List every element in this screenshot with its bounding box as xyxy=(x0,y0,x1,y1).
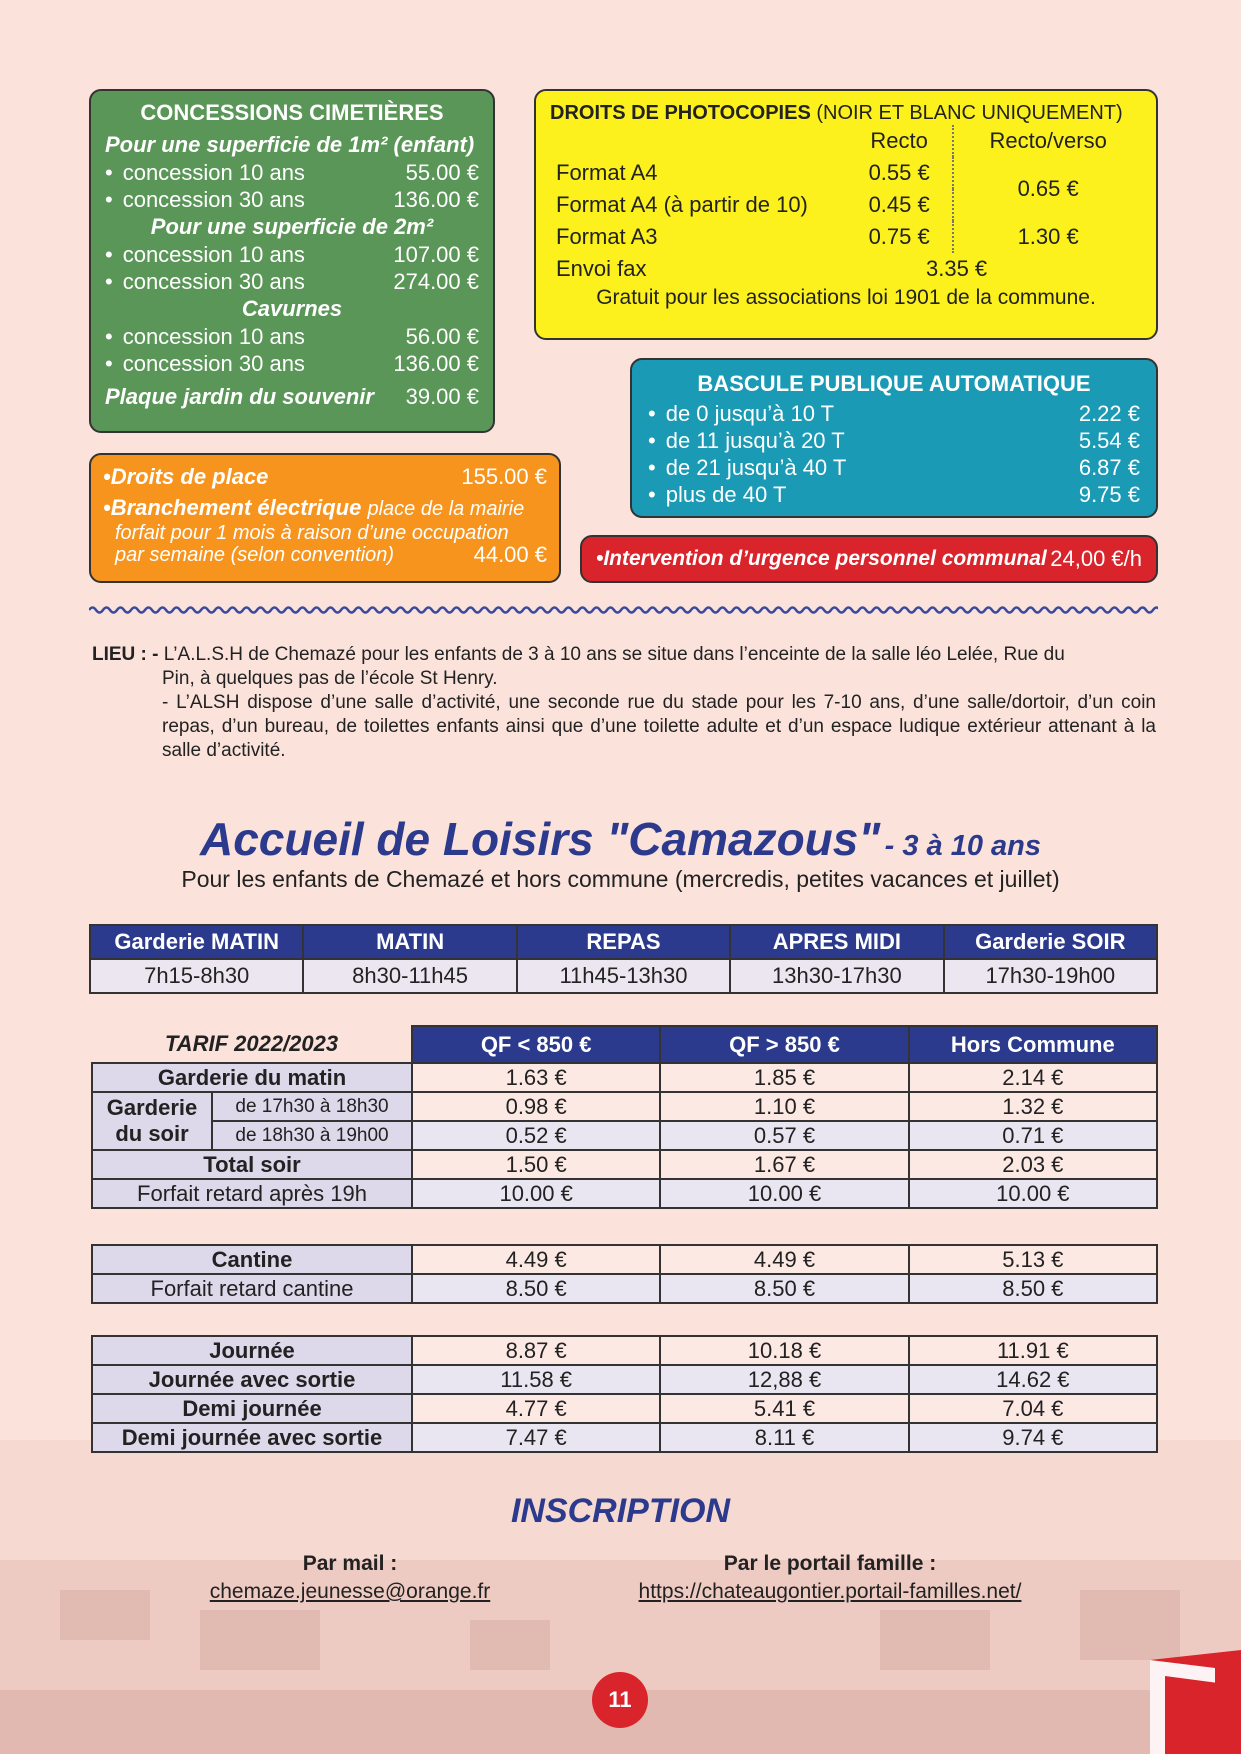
table-row: Garderie du matin 1.63 € 1.85 € 2.14 € xyxy=(92,1063,1157,1092)
emergency-box xyxy=(580,535,1158,583)
table-row: Forfait retard cantine 8.50 € 8.50 € 8.50 € xyxy=(92,1274,1157,1303)
table-row: Journée 8.87 € 10.18 € 11.91 € xyxy=(92,1336,1157,1365)
photocopy-box xyxy=(534,89,1158,340)
scale-item: • de 11 jusqu’à 20 T 5.54 € xyxy=(648,427,1140,454)
wave-divider xyxy=(89,603,1158,617)
col-recto: Recto xyxy=(870,128,928,153)
page-number: 11 xyxy=(592,1672,648,1728)
table-row: Demi journée 4.77 € 5.41 € 7.04 € xyxy=(92,1394,1157,1423)
market-box: •Droits de place 155.00 € •Branchement électrique place de la mairie forfait pour 1 mois à raison d’une occupation par semaine (selon convention) 44.00 € xyxy=(89,453,561,583)
photocopy-table: Recto Recto/verso Format A4 0.55 € 0.65 € Format A4 (à partir de 10) 0.45 € Format A3 0.75 € 1.30 € Envoi fax 3.35 € xyxy=(550,125,1142,285)
cemetery-box xyxy=(89,89,495,433)
electric-hookup: •Branchement électrique place de la mairie xyxy=(103,495,525,520)
tarif-table-cantine xyxy=(91,1244,1158,1304)
inscription-title: INSCRIPTION xyxy=(510,1492,731,1530)
scale-title: BASCULE PUBLIQUE AUTOMATIQUE xyxy=(697,371,1091,396)
cemetery-heading-3: Cavurnes xyxy=(241,296,343,321)
cemetery-plaque: Plaque jardin du souvenir 39.00 € xyxy=(105,384,479,409)
scale-item: • de 21 jusqu’à 40 T 6.87 € xyxy=(648,454,1140,481)
tarif-table-garderie: TARIF 2022/2023 QF < 850 € QF > 850 € Hors Commune Garderie du matin 1.63 € 1.85 € 2.14 € Garderie du soir de 17h30 à 18h30 0.98 € 1.10 € 1.32 € de 18h30 à 19h00 0.52 € 0.57 € 0.71 € Total soir 1.50 € 1.67 € 2.03 € Forfait retard après 19h 10.00 € 10.00 € 10.00 € xyxy=(91,1025,1158,1209)
photocopy-note: Gratuit pour les associations loi 1901 de la commune. xyxy=(596,286,1096,309)
scale-item: • de 0 jusqu’à 10 T 2.22 € xyxy=(648,400,1140,427)
location-label: LIEU : - xyxy=(92,644,159,665)
scale-item: • plus de 40 T 9.75 € xyxy=(648,481,1140,508)
market-fee: •Droits de place 155.00 € xyxy=(103,464,547,489)
table-row: Total soir 1.50 € 1.67 € 2.03 € xyxy=(92,1150,1157,1179)
cemetery-title: CONCESSIONS CIMETIÈRES xyxy=(140,100,444,125)
cemetery-item: • concession 30 ans 274.00 € xyxy=(105,268,479,295)
tarif-title: TARIF 2022/2023 xyxy=(164,1031,339,1056)
portal-contact: Par le portail famille : https://chateaugontier.portail-familles.net/ xyxy=(590,1550,1070,1606)
table-row: Journée avec sortie 11.58 € 12,88 € 14.62 € xyxy=(92,1365,1157,1394)
cemetery-item: • concession 10 ans 107.00 € xyxy=(105,241,479,268)
emergency-label: •Intervention d’urgence personnel communal xyxy=(596,547,1047,570)
cemetery-item: • concession 10 ans 56.00 € xyxy=(105,323,479,350)
table-row: Garderie du soir de 17h30 à 18h30 0.98 € 1.10 € 1.32 € xyxy=(92,1092,1157,1121)
tarif-table-journee xyxy=(91,1335,1158,1453)
photocopy-title: DROITS DE PHOTOCOPIES (NOIR ET BLANC UNIQUEMENT) xyxy=(550,102,1123,124)
col-recto-verso: Recto/verso xyxy=(953,125,1142,157)
cemetery-heading-1: Pour une superficie de 1m² (enfant) xyxy=(105,132,475,157)
a4-recto-verso: 0.65 € xyxy=(953,157,1142,221)
cemetery-item: • concession 30 ans 136.00 € xyxy=(105,350,479,377)
schedule-table: Garderie MATIN MATIN REPAS APRES MIDI Garderie SOIR 7h15-8h30 8h30-11h45 11h45-13h30 13h30-17h30 17h30-19h00 xyxy=(89,924,1158,994)
table-row: Forfait retard après 19h 10.00 € 10.00 € 10.00 € xyxy=(92,1179,1157,1208)
mail-link[interactable]: chemaze.jeunesse@orange.fr xyxy=(209,1580,491,1603)
portal-link[interactable]: https://chateaugontier.portail-familles.net/ xyxy=(638,1580,1022,1603)
page-subtitle: Pour les enfants de Chemazé et hors commune (mercredis, petites vacances et juillet) xyxy=(181,866,1060,892)
cemetery-heading-2: Pour une superficie de 2m² xyxy=(150,214,434,239)
mail-contact: Par mail : chemaze.jeunesse@orange.fr xyxy=(150,1550,550,1606)
cemetery-item: • concession 30 ans 136.00 € xyxy=(105,186,479,213)
emergency-price: 24,00 €/h xyxy=(1050,546,1142,571)
table-row: Demi journée avec sortie 7.47 € 8.11 € 9.74 € xyxy=(92,1423,1157,1452)
table-row: de 18h30 à 19h00 0.52 € 0.57 € 0.71 € xyxy=(92,1121,1157,1150)
page-title: Accueil de Loisirs "Camazous" - 3 à 10 ans xyxy=(200,813,1041,865)
table-row: Cantine 4.49 € 4.49 € 5.13 € xyxy=(92,1245,1157,1274)
location-text: LIEU : - L’A.L.S.H de Chemazé pour les enfants de 3 à 10 ans se situe dans l’enceinte de la salle léo Lelée, Rue du Pin, à quelques pas de l’école St Henry. - L’ALSH dispose d’une salle d’activité, une seconde rue du stade pour les 7-10 ans, d’une salle/dortoir, d’un coin repas, d’un bureau, de toilettes enfants ainsi que d’une toilette adulte et d’un espace ludique extérieur attenant à la salle d’activité. xyxy=(92,644,1156,761)
cemetery-item: • concession 10 ans 55.00 € xyxy=(105,159,479,186)
scale-box xyxy=(630,358,1158,518)
